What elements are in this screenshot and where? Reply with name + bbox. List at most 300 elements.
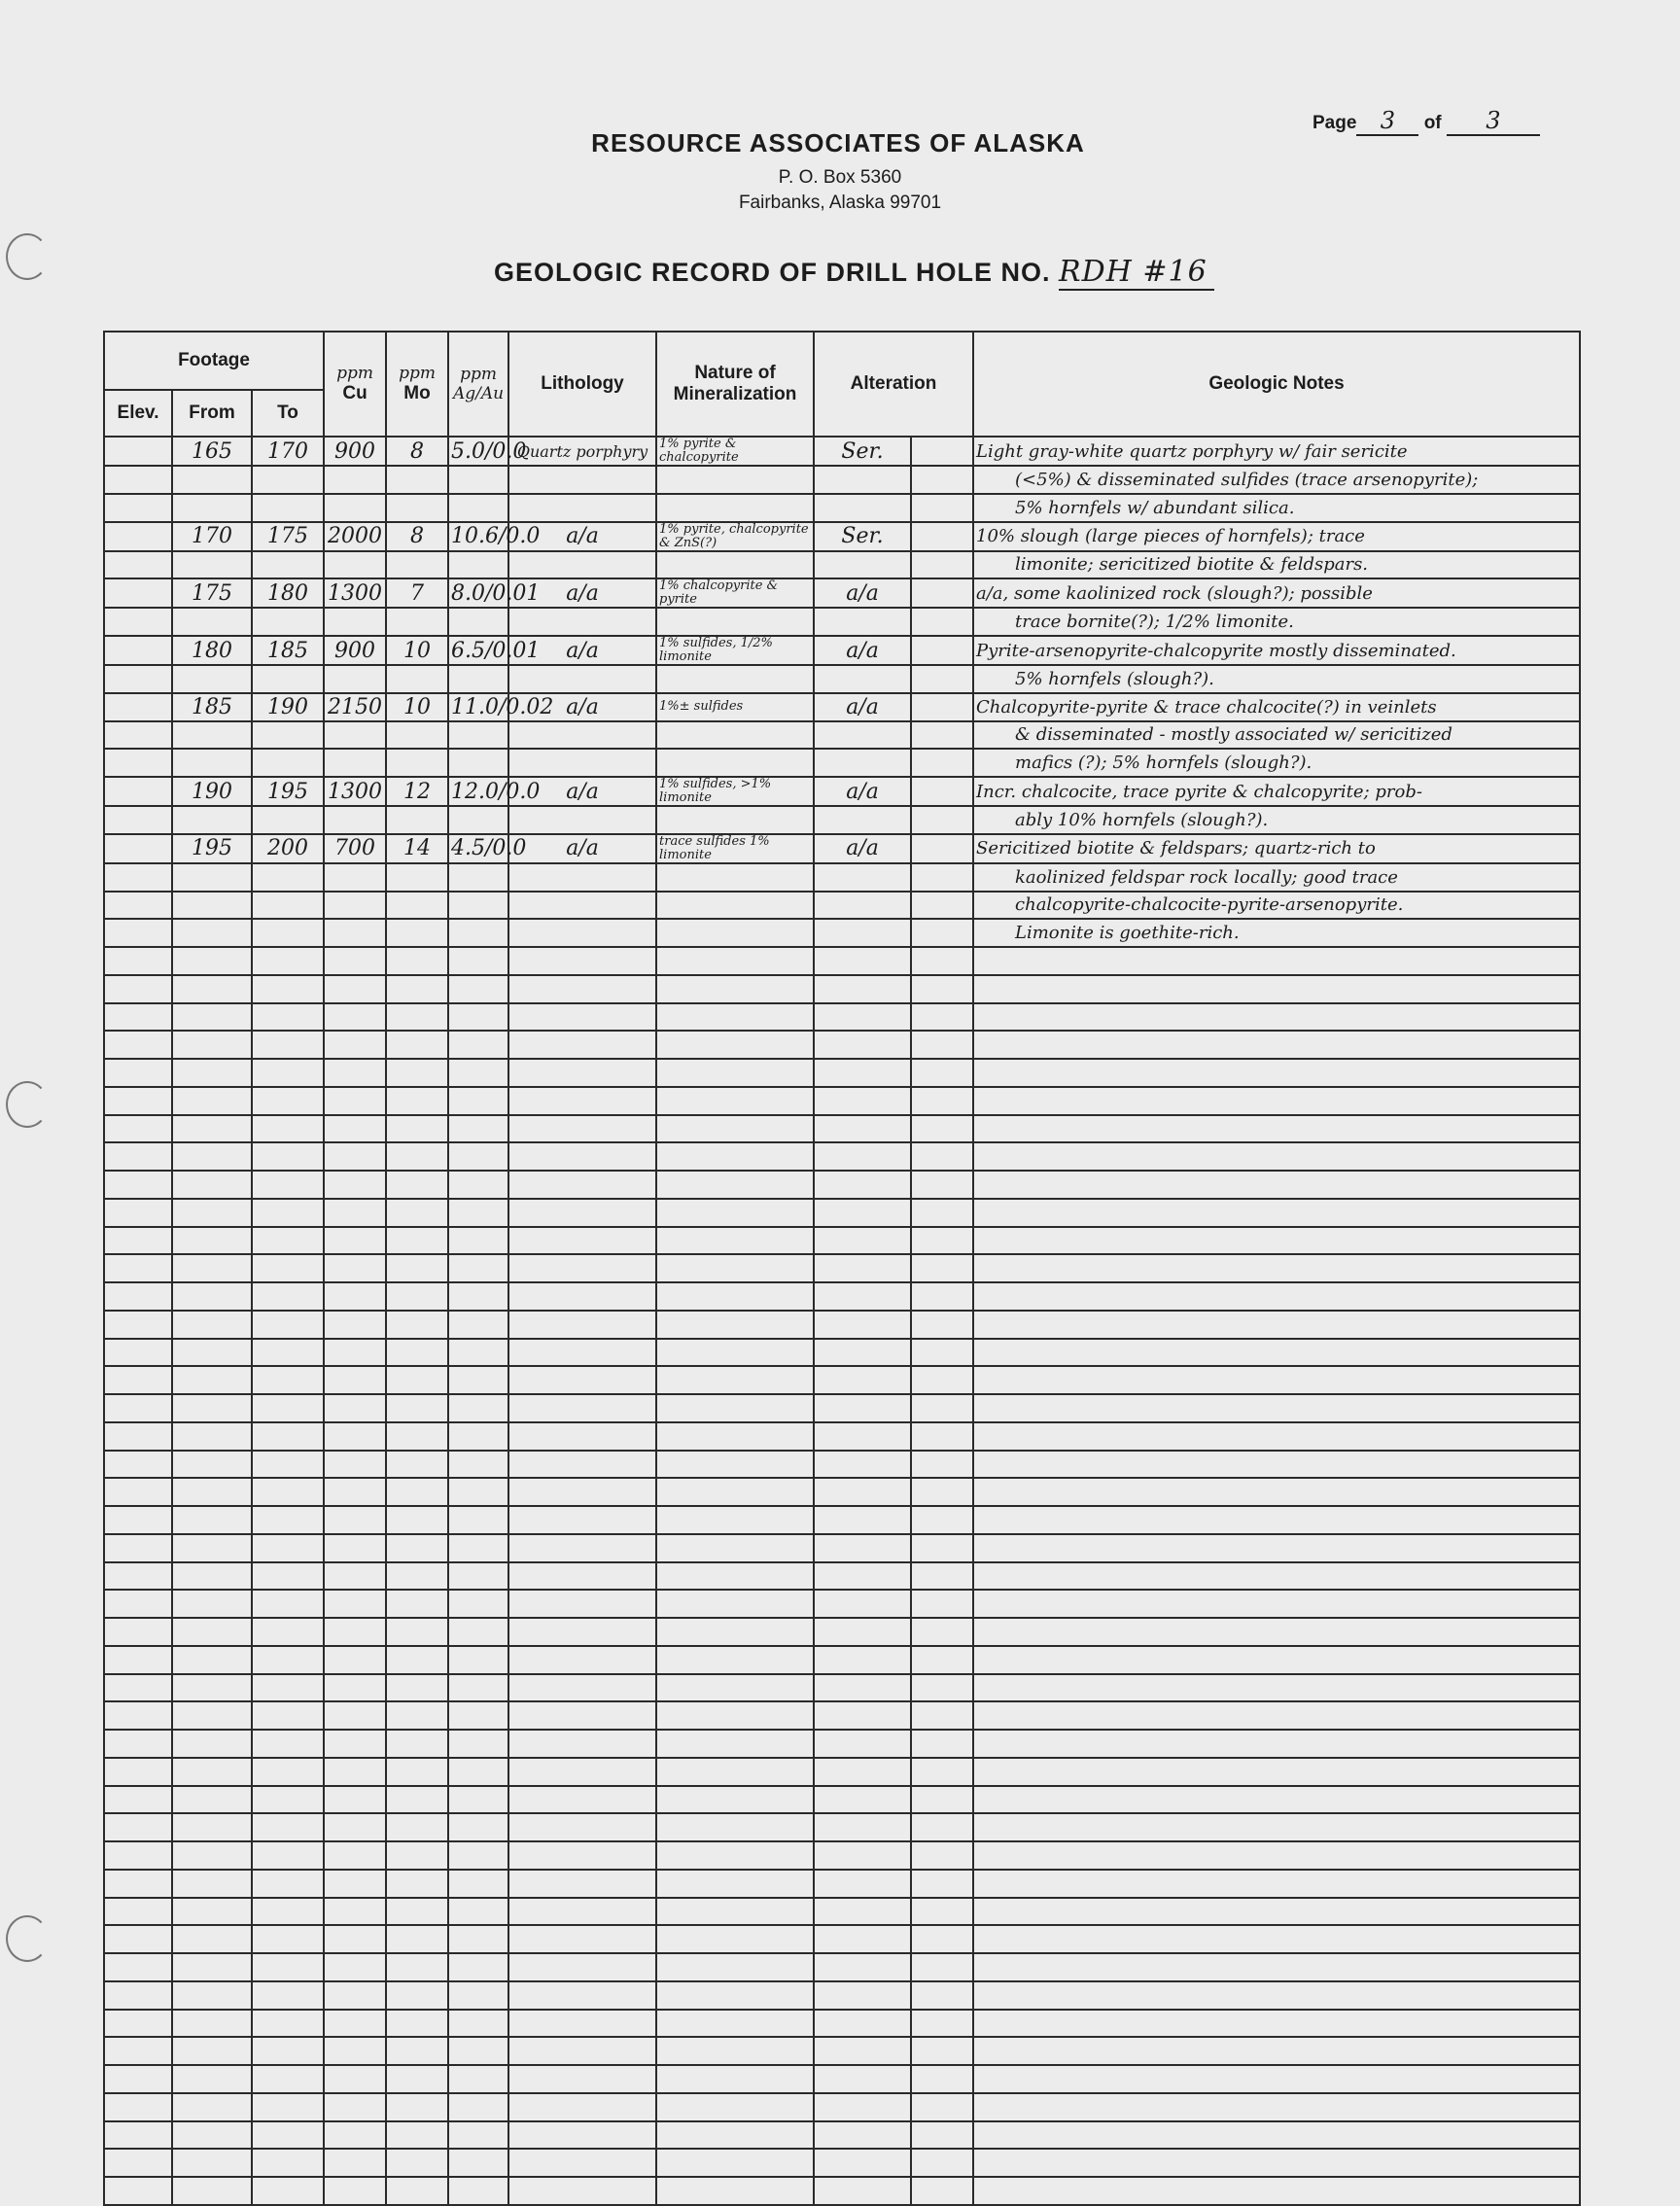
blank-cell [973,1339,1580,1367]
blank-cell [252,1059,324,1087]
blank-cell [448,1003,508,1032]
blank-cell [324,1953,386,1981]
from-cell [172,749,252,777]
blank-cell [814,1478,911,1506]
notes-cell: & disseminated - mostly associated w/ sericitized [973,721,1580,750]
blank-cell [911,1758,973,1786]
notes-cell: trace bornite(?); 1/2% limonite. [973,608,1580,636]
cu-cell [324,466,386,494]
footage-header: Footage [104,332,324,390]
blank-cell [252,1422,324,1451]
blank-cell [324,1142,386,1171]
mineralization-cell [656,721,814,750]
to-cell: 195 [252,777,324,806]
blank-cell [252,1031,324,1059]
blank-cell [172,1282,252,1311]
mineralization-cell [656,466,814,494]
blank-cell [448,1981,508,2010]
blank-cell [911,1981,973,2010]
blank-cell [656,2010,814,2038]
blank-cell [172,2065,252,2093]
blank-cell [324,1478,386,1506]
blank-cell [911,1451,973,1479]
cu-cell: 2000 [324,522,386,551]
blank-cell [973,1841,1580,1870]
blank-row [104,2149,1580,2177]
blank-cell [911,1087,973,1115]
blank-cell [324,975,386,1003]
blank-cell [386,1870,448,1898]
elev-cell [104,806,172,834]
blank-row [104,975,1580,1003]
lithology-cell [508,863,656,892]
blank-cell [911,1115,973,1143]
mineralization-cell [656,863,814,892]
to-cell: 185 [252,636,324,665]
blank-cell [104,1506,172,1534]
blank-cell [973,2149,1580,2177]
blank-cell [508,1870,656,1898]
blank-cell [324,1311,386,1339]
blank-cell [656,2093,814,2121]
ag-au-cell [448,608,508,636]
blank-cell [973,1898,1580,1926]
mo-cell: 7 [386,578,448,608]
blank-cell [324,1674,386,1702]
blank-cell [508,1478,656,1506]
cu-cell: 900 [324,437,386,466]
blank-cell [508,1059,656,1087]
blank-cell [973,975,1580,1003]
to-cell: 170 [252,437,324,466]
blank-cell [252,2121,324,2150]
blank-cell [508,1981,656,2010]
ag-au-cell [448,551,508,579]
blank-cell [104,1366,172,1394]
blank-cell [448,1813,508,1841]
cu-cell [324,749,386,777]
notes-cell: Chalcopyrite-pyrite & trace chalcocite(?) in veinlets [973,693,1580,721]
blank-cell [814,1087,911,1115]
blank-cell [324,1339,386,1367]
alteration-extra-cell [911,522,973,551]
blank-cell [172,947,252,975]
blank-cell [448,2121,508,2150]
blank-cell [448,1422,508,1451]
blank-cell [911,1254,973,1282]
ag-au-unit: ppm [460,365,497,384]
table-row [104,522,1580,551]
blank-cell [911,1199,973,1227]
blank-cell [386,1925,448,1953]
blank-cell [448,1254,508,1282]
elev-cell [104,608,172,636]
mineralization-cell [656,551,814,579]
ag-au-cell [448,806,508,834]
blank-cell [386,2037,448,2065]
blank-cell [508,2065,656,2093]
blank-cell [448,1339,508,1367]
blank-cell [386,1478,448,1506]
alteration-extra-cell [911,919,973,947]
blank-cell [172,1171,252,1199]
blank-cell [104,2010,172,2038]
blank-cell [104,1311,172,1339]
blank-cell [911,1618,973,1646]
blank-cell [973,1422,1580,1451]
blank-cell [252,2149,324,2177]
alteration-extra-cell [911,777,973,806]
blank-cell [324,2149,386,2177]
table-row [104,892,1580,920]
blank-row [104,1701,1580,1730]
blank-cell [324,1199,386,1227]
blank-cell [508,2121,656,2150]
elev-cell [104,494,172,522]
to-cell [252,466,324,494]
mineralization-cell [656,665,814,693]
lithology-cell [508,551,656,579]
blank-cell [448,1646,508,1674]
blank-cell [814,2121,911,2150]
company-name: RESOURCE ASSOCIATES OF ALASKA [591,128,1085,158]
blank-cell [508,1282,656,1311]
blank-cell [324,1646,386,1674]
blank-cell [172,1366,252,1394]
from-cell [172,863,252,892]
blank-cell [973,1730,1580,1758]
blank-cell [172,1199,252,1227]
mineralization-cell: trace sulfides 1% limonite [656,834,814,863]
notes-cell: chalcopyrite-chalcocite-pyrite-arsenopyrite. [973,892,1580,920]
blank-cell [656,1394,814,1422]
blank-cell [172,1115,252,1143]
blank-cell [172,1087,252,1115]
blank-cell [386,2065,448,2093]
blank-cell [911,2065,973,2093]
mo-cell [386,665,448,693]
cu-label: Cu [342,383,368,403]
blank-cell [104,1059,172,1087]
alteration-cell [814,721,911,750]
alteration-cell [814,806,911,834]
blank-row [104,1311,1580,1339]
blank-cell [814,2037,911,2065]
blank-cell [656,1003,814,1032]
alteration-extra-cell [911,578,973,608]
mo-cell [386,749,448,777]
blank-cell [911,1813,973,1841]
blank-cell [324,2121,386,2150]
from-cell [172,665,252,693]
blank-cell [973,1953,1580,1981]
to-cell: 190 [252,693,324,721]
blank-cell [814,2149,911,2177]
blank-cell [448,1758,508,1786]
blank-cell [448,2177,508,2205]
blank-cell [386,1841,448,1870]
blank-cell [656,1813,814,1841]
elev-cell [104,892,172,920]
blank-cell [386,1366,448,1394]
blank-cell [324,1786,386,1814]
blank-cell [252,1506,324,1534]
blank-cell [104,1870,172,1898]
blank-cell [448,2010,508,2038]
alteration-cell [814,466,911,494]
blank-cell [911,1478,973,1506]
elev-cell [104,919,172,947]
blank-cell [656,1059,814,1087]
blank-cell [814,1059,911,1087]
blank-cell [104,975,172,1003]
blank-cell [448,1925,508,1953]
blank-row [104,1646,1580,1674]
from-cell: 180 [172,636,252,665]
blank-cell [172,1870,252,1898]
blank-cell [104,1171,172,1199]
blank-cell [973,1590,1580,1618]
blank-cell [172,1003,252,1032]
blank-cell [386,1646,448,1674]
blank-cell [172,1953,252,1981]
blank-cell [508,1171,656,1199]
blank-cell [508,1701,656,1730]
notes-cell: a/a, some kaolinized rock (slough?); possible [973,578,1580,608]
blank-cell [386,1087,448,1115]
blank-cell [508,1115,656,1143]
page-title [494,255,1214,291]
blank-row [104,1478,1580,1506]
blank-cell [252,1870,324,1898]
blank-row [104,1925,1580,1953]
blank-cell [656,1898,814,1926]
blank-cell [814,1003,911,1032]
alteration-cell: Ser. [814,437,911,466]
blank-cell [508,947,656,975]
alteration-extra-cell [911,608,973,636]
from-cell [172,608,252,636]
blank-cell [252,1813,324,1841]
blank-cell [324,1227,386,1255]
alteration-cell: a/a [814,693,911,721]
blank-cell [386,1003,448,1032]
blank-cell [656,2177,814,2205]
blank-cell [252,1087,324,1115]
blank-cell [104,1786,172,1814]
blank-cell [448,1590,508,1618]
cu-cell [324,551,386,579]
blank-cell [172,1841,252,1870]
blank-cell [252,1674,324,1702]
alteration-extra-cell [911,551,973,579]
table-row [104,437,1580,466]
blank-cell [172,1227,252,1255]
table-row [104,863,1580,892]
blank-cell [911,1786,973,1814]
blank-cell [973,2177,1580,2205]
blank-cell [656,1758,814,1786]
blank-cell [656,1199,814,1227]
notes-cell: Incr. chalcocite, trace pyrite & chalcopyrite; prob- [973,777,1580,806]
blank-cell [324,1031,386,1059]
blank-cell [508,1841,656,1870]
blank-cell [386,2010,448,2038]
cu-cell [324,806,386,834]
blank-cell [448,1227,508,1255]
blank-cell [656,1925,814,1953]
blank-cell [448,1311,508,1339]
blank-cell [172,1422,252,1451]
of-label: of [1423,113,1442,133]
alteration-cell [814,749,911,777]
blank-cell [911,1841,973,1870]
to-cell [252,721,324,750]
blank-cell [104,1841,172,1870]
blank-cell [324,1813,386,1841]
blank-cell [172,2037,252,2065]
blank-cell [814,1674,911,1702]
blank-cell [508,1618,656,1646]
mo-cell: 12 [386,777,448,806]
blank-cell [448,1506,508,1534]
blank-cell [448,975,508,1003]
blank-cell [386,1786,448,1814]
blank-cell [656,1506,814,1534]
blank-row [104,1730,1580,1758]
elev-header: Elev. [104,390,172,437]
from-cell: 170 [172,522,252,551]
alteration-extra-cell [911,494,973,522]
cu-unit: ppm [336,364,373,383]
alteration-extra-cell [911,636,973,665]
mo-cell: 8 [386,437,448,466]
blank-cell [386,1674,448,1702]
blank-cell [814,1394,911,1422]
cu-cell [324,892,386,920]
from-cell [172,551,252,579]
blank-cell [814,1701,911,1730]
blank-row [104,1506,1580,1534]
blank-cell [508,1339,656,1367]
blank-cell [172,1534,252,1562]
blank-cell [911,2121,973,2150]
alteration-cell [814,863,911,892]
blank-cell [324,1730,386,1758]
mo-cell [386,919,448,947]
blank-cell [656,1841,814,1870]
blank-cell [386,1254,448,1282]
table-row [104,578,1580,608]
lithology-cell: a/a [508,578,656,608]
from-cell [172,892,252,920]
blank-cell [973,1227,1580,1255]
blank-cell [104,2093,172,2121]
blank-cell [911,1674,973,1702]
notes-cell: Limonite is goethite-rich. [973,919,1580,947]
blank-cell [324,2037,386,2065]
blank-cell [252,1227,324,1255]
blank-cell [386,1339,448,1367]
blank-cell [508,1199,656,1227]
blank-cell [324,1422,386,1451]
blank-cell [656,1590,814,1618]
blank-cell [911,2010,973,2038]
blank-cell [386,1534,448,1562]
blank-cell [814,1870,911,1898]
blank-cell [911,1870,973,1898]
page-label: Page [1312,113,1357,133]
blank-cell [973,1870,1580,1898]
blank-cell [656,1087,814,1115]
blank-cell [324,1841,386,1870]
blank-cell [252,1646,324,1674]
blank-cell [911,2149,973,2177]
alteration-extra-cell [911,749,973,777]
blank-cell [911,1142,973,1171]
elev-cell [104,522,172,551]
blank-cell [104,1003,172,1032]
blank-cell [104,1534,172,1562]
blank-cell [973,1311,1580,1339]
blank-cell [172,1758,252,1786]
blank-cell [911,1366,973,1394]
blank-cell [172,1898,252,1926]
blank-cell [448,1478,508,1506]
blank-cell [508,1813,656,1841]
blank-cell [104,2037,172,2065]
blank-cell [656,2121,814,2150]
mo-unit: ppm [399,364,436,383]
blank-row [104,1227,1580,1255]
blank-cell [814,1199,911,1227]
blank-cell [508,975,656,1003]
mo-cell: 10 [386,693,448,721]
alteration-extra-cell [911,721,973,750]
from-cell [172,466,252,494]
notes-header: Geologic Notes [973,332,1580,437]
blank-row [104,1786,1580,1814]
blank-cell [973,1199,1580,1227]
blank-cell [656,1478,814,1506]
notes-cell: mafics (?); 5% hornfels (slough?). [973,749,1580,777]
elev-cell [104,721,172,750]
from-cell: 195 [172,834,252,863]
blank-cell [973,2121,1580,2150]
alteration-cell: a/a [814,777,911,806]
from-cell: 185 [172,693,252,721]
blank-cell [814,1925,911,1953]
hole-number: RDH #16 [1059,255,1214,291]
lithology-cell [508,892,656,920]
binder-hole-mark [6,233,49,280]
mo-header [386,332,448,437]
blank-cell [252,1311,324,1339]
mo-label: Mo [403,383,431,403]
blank-cell [386,1115,448,1143]
blank-cell [172,1925,252,1953]
blank-cell [448,1701,508,1730]
blank-cell [656,1254,814,1282]
blank-cell [386,1282,448,1311]
blank-cell [973,2037,1580,2065]
title-text: GEOLOGIC RECORD OF DRILL HOLE NO. [494,258,1051,287]
blank-cell [252,1758,324,1786]
blank-cell [911,1339,973,1367]
blank-cell [448,1534,508,1562]
blank-cell [324,1534,386,1562]
blank-cell [814,2093,911,2121]
